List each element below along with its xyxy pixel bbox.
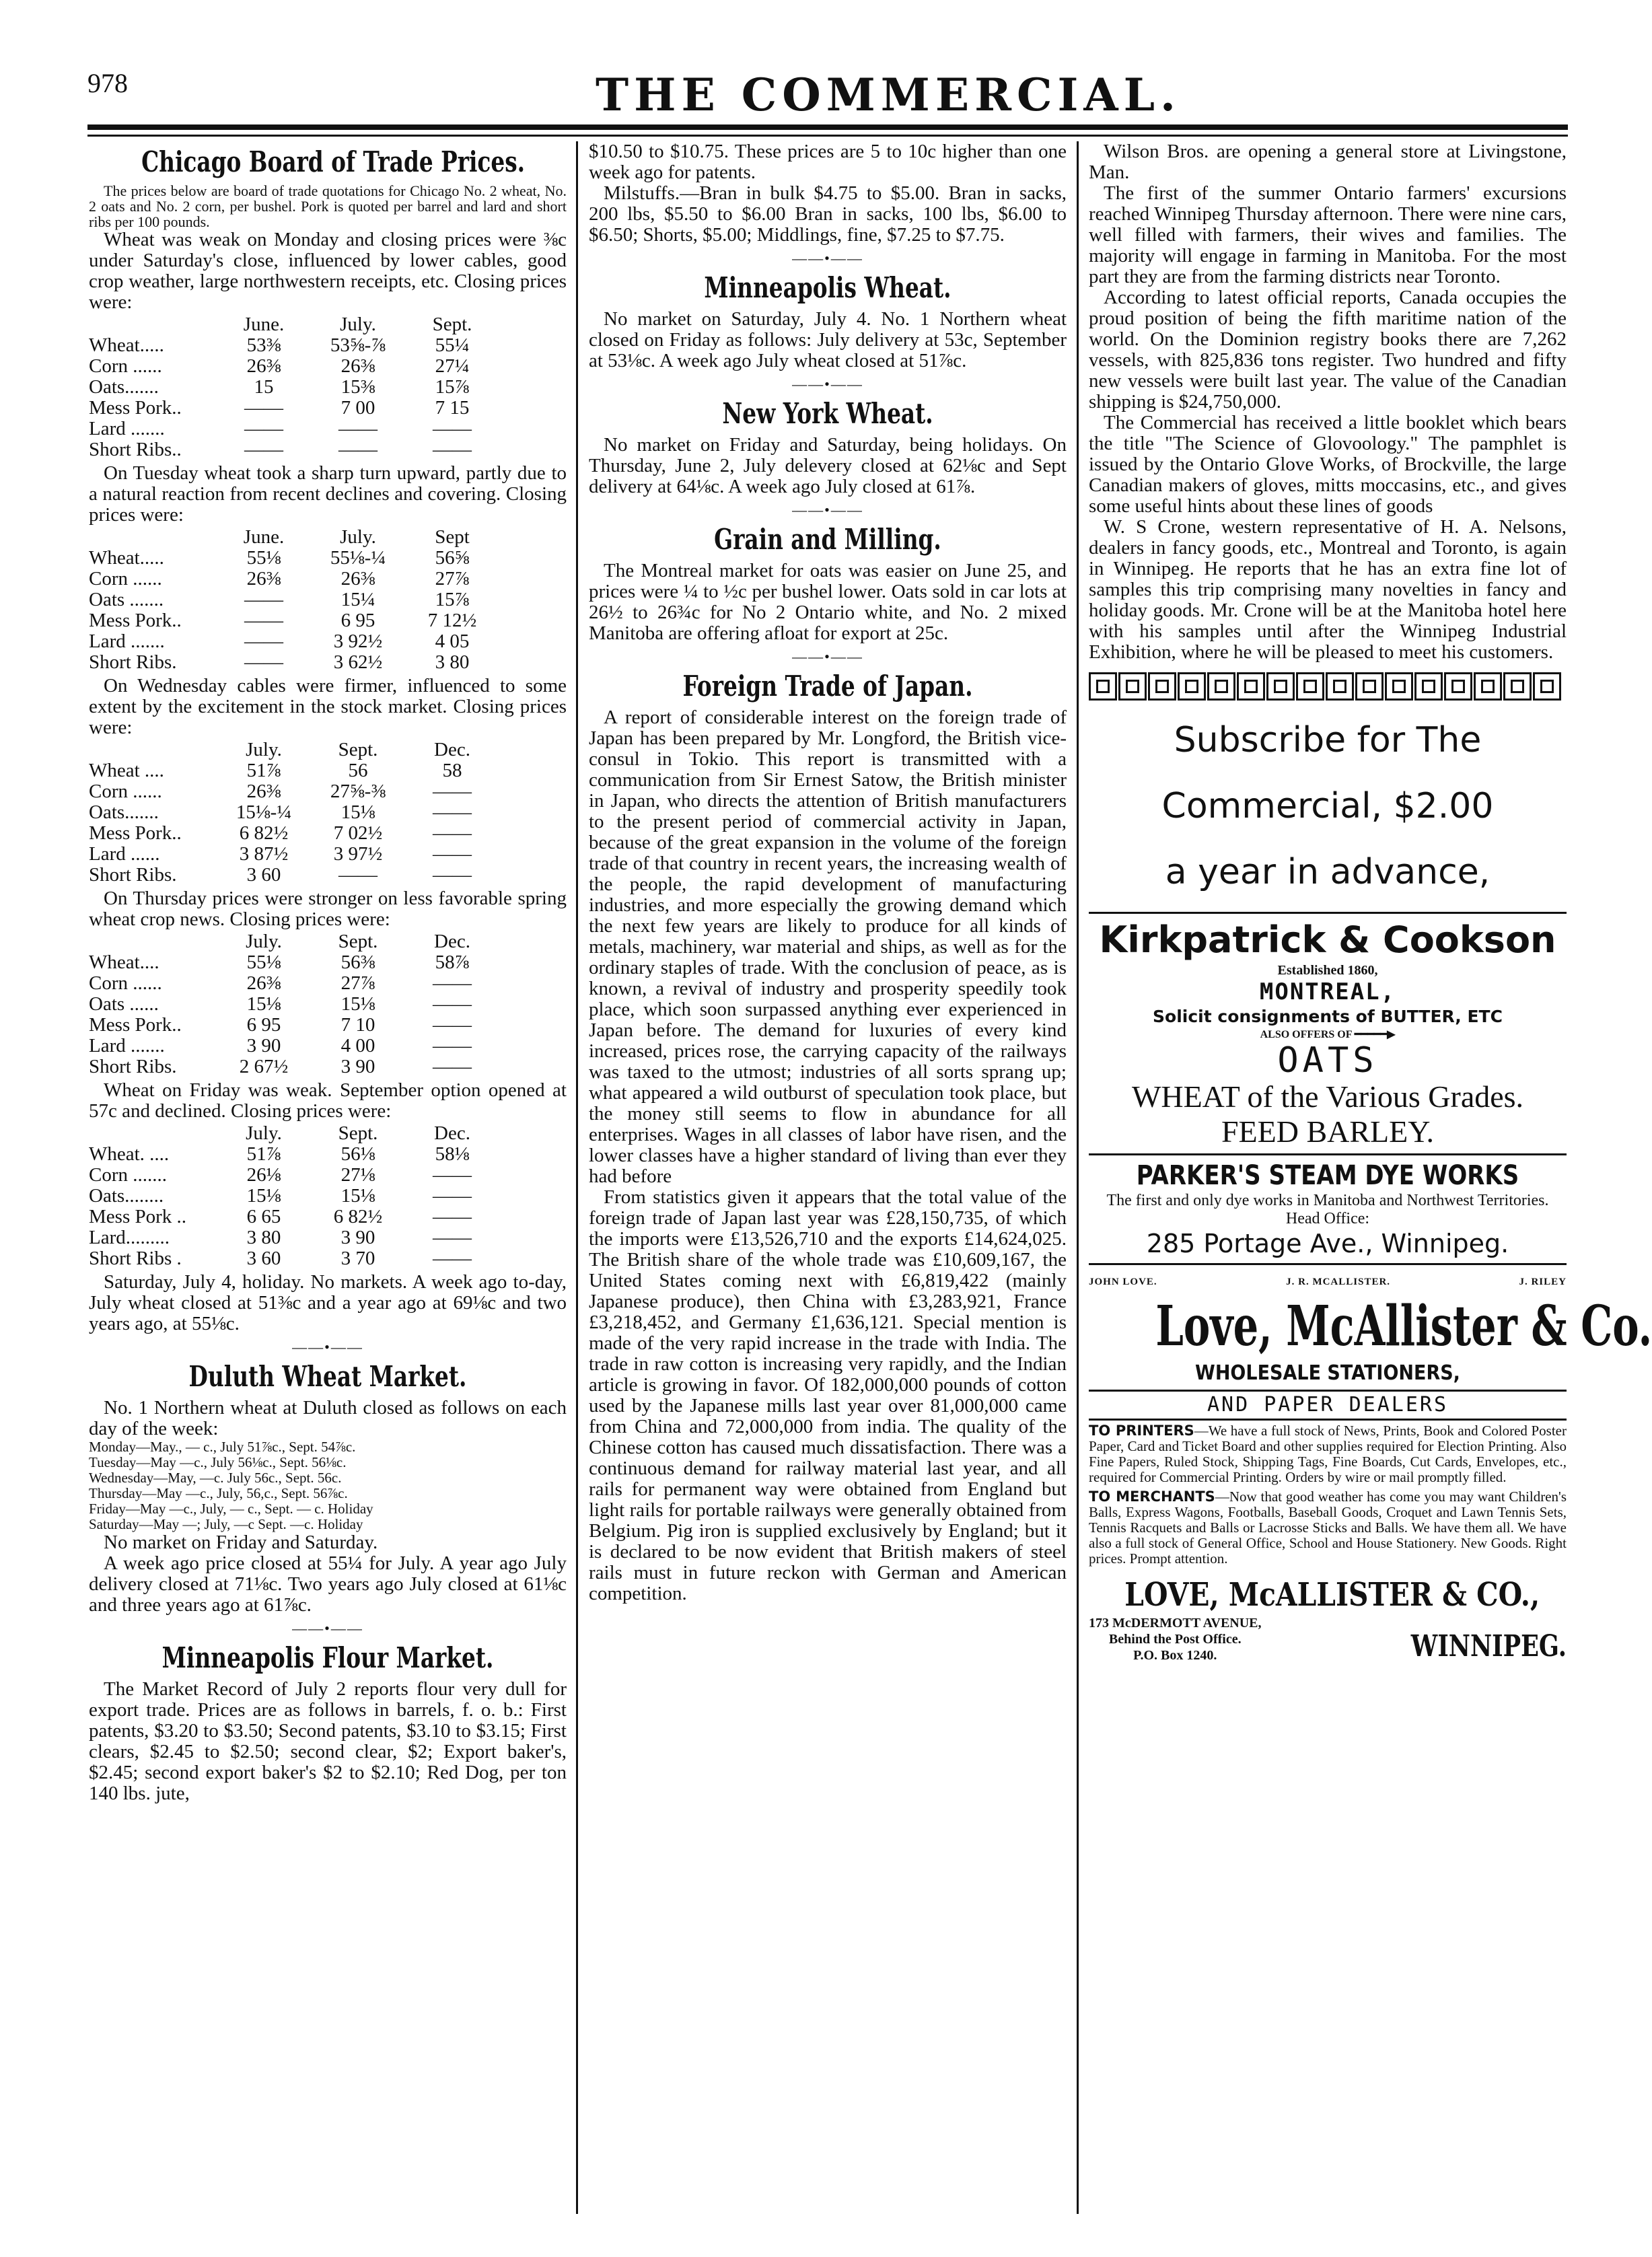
duluth-week-ago: A week ago price closed at 55¼ for July. A year ago July delivery closed at 71⅛c. Two years ago July closed at 61⅛c and three years ago at 61⅞c.: [89, 1552, 567, 1616]
price-cell: 15⅞: [435, 376, 470, 398]
table-header-row: [89, 931, 499, 952]
price-cell: ——: [338, 439, 378, 460]
table-row: [89, 823, 499, 844]
subscribe-ad: [1089, 707, 1567, 905]
table-row: [89, 781, 499, 802]
commodity-label: Mess Pork ..: [89, 1206, 187, 1227]
price-table-monday: [89, 314, 499, 460]
ornament-tile: [1178, 672, 1206, 701]
price-cell: 27⅞: [340, 972, 375, 994]
commodity-label: Lard .......: [89, 418, 165, 439]
price-cell: 6 82½: [239, 822, 289, 844]
price-cell: ——: [433, 1035, 472, 1056]
table-corner: [89, 527, 217, 548]
parker-address: 285 Portage Ave., Winnipeg.: [1146, 1229, 1509, 1258]
price-cell: 15⅛: [340, 993, 375, 1015]
partner-name: JOHN LOVE.: [1089, 1277, 1157, 1287]
duluth-day: Monday—May., — c., July 51⅞c., Sept. 54⅞c.: [89, 1439, 356, 1455]
price-cell: ——: [433, 1206, 472, 1227]
ornament-tile: [1444, 672, 1472, 701]
price-cell: 3 80: [246, 1227, 281, 1248]
column-header: Sept.: [338, 1122, 378, 1144]
table-row: [89, 439, 499, 460]
table-row: [89, 1227, 499, 1248]
japan-p2: From statistics given it appears that the total value of the foreign trade of Japan last year was £28,150,735, of which the imports were £13,526,710 and the exports £14,624,025. The British share of the whole trade was £10,609,167, the United States coming next with £6,819,422 (mainly Japanese produce), then China with £3,283,921, France £3,218,452, and Germany £1,636,121. Special mention is made of the very rapid increase in the trade with India. The trade in raw cotton is increasing very rapidly, and the Indian article is growing in favor. Of 182,000,000 pounds of cotton used by the Japanese mills last year over 81,000,000 came from China and 72,000,000 from india. The quality of the Chinese cotton has caused much dissatisfaction. There was a continuous demand for railway material last year, and all rails for permanent way were obtained from England but light rails for portable railways were generally obtained from Belgium. Pig iron is supplied exclusively by England; but it is declared to be now evident that British makers of steel rails must in future reckon with German and American competition.: [589, 1186, 1067, 1604]
table-row: [89, 844, 499, 865]
price-cell: ——: [433, 781, 472, 802]
price-cell: 15: [254, 376, 274, 398]
kirkpatrick-oats: OATS: [1277, 1040, 1378, 1081]
duluth-day: Tuesday—May —c., July 56⅛c., Sept. 56⅛c.: [89, 1454, 347, 1470]
table-row: [89, 419, 499, 439]
chicago-tuesday: On Tuesday wheat took a sharp turn upward, partly due to a natural reaction from recent declines and covering. Closing prices were:: [89, 462, 567, 526]
love-title: Love, McAllister & Co.: [1155, 1294, 1652, 1359]
table-row: [89, 1207, 499, 1227]
column-header: July.: [340, 526, 376, 548]
price-cell: 4 00: [340, 1035, 375, 1056]
commodity-label: Corn .......: [89, 1164, 167, 1186]
masthead-rule-thin: [87, 135, 1568, 137]
section-separator: ——•——: [292, 1338, 363, 1355]
masthead-rule-thick: [87, 124, 1568, 130]
table-row: [89, 569, 499, 589]
table-row: [89, 760, 499, 781]
table-row: [89, 398, 499, 419]
price-cell: ——: [433, 1185, 472, 1207]
column-header: Dec.: [434, 739, 470, 760]
price-cell: 55⅛: [246, 547, 281, 569]
japan-p1: A report of considerable interest on the foreign trade of Japan has been prepared by Mr. Longford, the British vice-consul in Tokio. This report is transmitted with a communication from Sir Ernest Satow, the British minister in Japan, who directs the attention of British manufacturers to the present period of commercial activity in Japan, because of the great expansion in the volume of the foreign trade of that country in recent years, the increasing wealth of the people, the rapid development of manufacturing industries, and more especially the growing demand which the next few years are likely to produce for all kinds of metals, machinery, war material and ships, as well as for the ordinary staples of trade. With the conclusion of peace, as is known, a revival of industry and prosperity speedily took place, which soon surpassed anything ever experienced in Japan before. The demand for luxuries of every kind increased, prices rose, the carrying capacity of the railways was taxed to the utmost; industries of all sorts sprang up; what appeared a wild outburst of speculation took place, but the money still seems to flow in abundance for all enterprises. Wages in all classes of labor have risen, and the lower classes have a higher standard of living than ever they had before: [589, 707, 1067, 1187]
column-divider: [576, 141, 578, 2214]
parker-sub: The first and only dye works in Manitoba and Northwest Territories. Head Office:: [1106, 1192, 1549, 1227]
merchants-label: TO MERCHANTS: [1089, 1489, 1215, 1505]
commodity-label: Corn ......: [89, 355, 162, 377]
commodity-label: Oats ......: [89, 993, 159, 1015]
price-cell: 7 00: [340, 397, 375, 419]
table-header-row: [89, 314, 499, 335]
price-cell: 7 02½: [333, 822, 383, 844]
ornament-tile: [1533, 672, 1561, 701]
commodity-label: Mess Pork..: [89, 822, 182, 844]
column-header: Sept.: [338, 931, 378, 952]
ad-rule: [1089, 1263, 1567, 1265]
commodity-label: Short Ribs.: [89, 651, 177, 673]
price-cell: 15⅛-¼: [236, 801, 292, 823]
love-addr1: 173 McDERMOTT AVENUE,: [1089, 1616, 1262, 1631]
ornament-tile: [1089, 672, 1117, 701]
price-cell: 51⅞: [246, 1143, 281, 1165]
commodity-label: Oats.......: [89, 376, 159, 398]
price-table-thursday: [89, 931, 499, 1077]
printers-text: —We have a full stock of News, Prints, Book and Colored Poster Paper, Card and Ticket Board and other supplies required for Election Printing. Also Fine Papers, Ruled Stock, Shipping Tags, Fine Boards, Cut Cards, Envelopes, etc., required for Commercial Printing. Orders by wire or mail promptly filled.: [1089, 1423, 1567, 1485]
table-header-row: [89, 1123, 499, 1144]
kirkpatrick-solicit: Solicit consignments of BUTTER, ETC: [1153, 1007, 1503, 1026]
table-row: [89, 589, 499, 610]
table-row: [89, 356, 499, 377]
price-cell: 26⅜: [246, 355, 281, 377]
commodity-label: Mess Pork..: [89, 1014, 182, 1036]
price-cell: 27⅞: [435, 568, 470, 589]
column-header: Sept.: [338, 739, 378, 760]
price-cell: 26⅜: [246, 781, 281, 802]
chicago-saturday: Saturday, July 4, holiday. No markets. A week ago to-day, July wheat closed at 51⅜c and a year ago at 69⅛c and two years ago, at 55⅛c.: [89, 1271, 567, 1334]
ornament-tile: [1296, 672, 1324, 701]
table-corner: [89, 314, 217, 335]
table-row: [89, 952, 499, 973]
duluth-days: [89, 1439, 567, 1532]
kirkpatrick-city: MONTREAL,: [1259, 978, 1396, 1005]
column-header: Sept.: [432, 314, 472, 335]
price-cell: ——: [338, 418, 378, 439]
price-cell: 3 90: [340, 1056, 375, 1077]
commodity-label: Oats .......: [89, 589, 164, 610]
price-cell: 56⅛: [340, 1143, 375, 1165]
table-row: [89, 1186, 499, 1207]
subscribe-line: a year in advance,: [1165, 852, 1491, 892]
flour-millstuffs: Milstuffs.—Bran in bulk $4.75 to $5.00. Bran in sacks, 200 lbs, $5.50 to $6.00 Bran in sacks, 100 lbs, $6.00 to $6.50; Shorts, $5.00; Middlings, fine, $7.25 to $7.75.: [589, 182, 1067, 246]
chicago-friday: Wheat on Friday was weak. September option opened at 57c and declined. Closing prices were:: [89, 1079, 567, 1122]
table-row: [89, 1144, 499, 1165]
price-cell: 6 95: [246, 1014, 281, 1036]
price-cell: ——: [433, 418, 472, 439]
price-cell: 15⅛: [340, 1185, 375, 1207]
price-cell: 3 90: [340, 1227, 375, 1248]
price-cell: 3 60: [246, 1248, 281, 1269]
price-cell: 56: [348, 760, 368, 781]
mpls-wheat-heading: Minneapolis Wheat.: [704, 271, 951, 304]
table-row: [89, 548, 499, 569]
column-header: June.: [243, 526, 285, 548]
commodity-label: Mess Pork..: [89, 397, 182, 419]
price-table-wednesday: [89, 740, 499, 886]
price-cell: 55¼: [435, 334, 470, 356]
ornament-tile: [1207, 672, 1235, 701]
kirkpatrick-ad: [1089, 918, 1567, 1149]
price-cell: 55⅛-¼: [330, 547, 386, 569]
ny-wheat-text: No market on Friday and Saturday, being holidays. On Thursday, June 2, July delevery closed at 62⅛c and Sept delivery at 64⅛c. A week ago July closed at 61⅞.: [589, 434, 1067, 497]
ornament-tile: [1503, 672, 1532, 701]
price-cell: 7 10: [340, 1014, 375, 1036]
section-separator: ——•——: [292, 1620, 363, 1637]
price-cell: ——: [244, 651, 283, 673]
price-cell: ——: [433, 801, 472, 823]
column-2: [589, 141, 1067, 2227]
ornament-tile: [1385, 672, 1413, 701]
column-header: July.: [246, 1122, 282, 1144]
ornament-border: [1089, 672, 1567, 701]
table-corner: [89, 1123, 217, 1144]
price-cell: ——: [433, 439, 472, 460]
ornament-tile: [1355, 672, 1384, 701]
price-cell: 26⅛: [246, 1164, 281, 1186]
ad-rule: [1089, 912, 1567, 914]
column-3: [1089, 141, 1652, 2227]
duluth-intro: No. 1 Northern wheat at Duluth closed as follows on each day of the week:: [89, 1397, 567, 1439]
love-dealers: AND PAPER DEALERS: [1089, 1390, 1567, 1421]
price-cell: 26⅜: [246, 972, 281, 994]
table-row: [89, 335, 499, 356]
price-cell: 58⅛: [435, 1143, 470, 1165]
kirkpatrick-also-label: ALSO OFFERS OF: [1260, 1029, 1352, 1040]
price-cell: ——: [338, 864, 378, 886]
kirkpatrick-barley: FEED BARLEY.: [1221, 1114, 1435, 1149]
price-cell: ——: [244, 589, 283, 610]
price-cell: 3 80: [435, 651, 470, 673]
price-cell: 26⅜: [246, 568, 281, 589]
price-cell: ——: [433, 1227, 472, 1248]
price-cell: 53⅝-⅞: [330, 334, 386, 356]
price-cell: 4 05: [435, 631, 470, 652]
grain-text: The Montreal market for oats was easier on June 25, and prices were ¼ to ½c per bushel lower. Oats sold in car lots at 26½ to 26¾c for No 2 Ontario white, and No. 2 mixed Manitoba are offering afloat for export at 25c.: [589, 560, 1067, 644]
commodity-label: Corn ......: [89, 568, 162, 589]
price-cell: ——: [244, 418, 283, 439]
masthead: THE COMMERCIAL.: [595, 69, 1182, 121]
duluth-day: Thursday—May —c., July, 56,c., Sept. 56⅞c.: [89, 1485, 348, 1501]
column-header: Dec.: [434, 931, 470, 952]
ny-wheat-heading: New York Wheat.: [722, 397, 933, 430]
ornament-tile: [1266, 672, 1295, 701]
column-header: Dec.: [434, 1122, 470, 1144]
table-row: [89, 865, 499, 886]
price-cell: ——: [433, 843, 472, 865]
kirkpatrick-est: Established 1860,: [1277, 963, 1378, 978]
ornament-tile: [1118, 672, 1147, 701]
commodity-label: Oats.......: [89, 801, 159, 823]
price-cell: 3 90: [246, 1035, 281, 1056]
commodity-label: Lard .......: [89, 1035, 165, 1056]
note-booklet: The Commercial has received a little booklet which bears the title "The Science of Glovoology." The pamphlet is issued by the Ontario Glove Works, of Brockville, the large Canadian makers of gloves, mitts moccasins, etc., and gives some useful hints about these lines of goods: [1089, 412, 1567, 517]
table-row: [89, 377, 499, 398]
merchants-text: —Now that good weather has come you may want Children's Balls, Express Wagons, Footballs, Baseball Goods, Croquet and Lawn Tennis Sets, Tennis Racquets and Balls or Lacrosse Sticks and Balls. We have them all. We have also a full stock of General Office, School and House Stationery. New Goods. Right prices. Prompt attention.: [1089, 1489, 1567, 1567]
flour-text: The Market Record of July 2 reports flour very dull for export trade. Prices are as follows in barrels, f. o. b.: First patents, $3.20 to $3.50; Second patents, $3.10 to $3.15; First clears, $2.45 to $2.50; second clear, $2; Export baker's, $2.45; second export baker's $2 to $2.10; Red Dog, per ton 140 lbs. jute,: [89, 1678, 567, 1804]
printers-label: TO PRINTERS: [1089, 1423, 1194, 1439]
table-row: [89, 1015, 499, 1036]
table-row: [89, 973, 499, 994]
ornament-tile: [1237, 672, 1265, 701]
price-cell: 15⅛: [246, 1185, 281, 1207]
commodity-label: Lard ......: [89, 843, 160, 865]
price-cell: 6 65: [246, 1206, 281, 1227]
price-cell: 2 67½: [239, 1056, 289, 1077]
subscribe-line: Subscribe for The: [1174, 720, 1482, 760]
commodity-label: Corn ......: [89, 972, 162, 994]
flour-heading: Minneapolis Flour Market.: [161, 1641, 494, 1674]
price-cell: 26⅜: [340, 568, 375, 589]
chicago-heading: Chicago Board of Trade Prices.: [141, 145, 526, 178]
page-number: 978: [87, 68, 128, 98]
love-box: P.O. Box 1240.: [1133, 1648, 1217, 1663]
note-excursions: The first of the summer Ontario farmers' excursions reached Winnipeg Thursday afternoon. There were nine cars, well filled with farmers, their wives and families. The majority will engage in farming in Manitoba. For the most part they are from the farming districts near Toronto.: [1089, 182, 1567, 287]
grain-heading: Grain and Milling.: [714, 523, 941, 556]
column-header: July.: [246, 931, 282, 952]
price-cell: ——: [244, 610, 283, 631]
price-cell: 15¼: [340, 589, 375, 610]
price-cell: 58⅞: [435, 952, 470, 973]
commodity-label: Wheat. ....: [89, 1143, 170, 1165]
mpls-wheat-text: No market on Saturday, July 4. No. 1 Northern wheat closed on Friday as follows: July delivery at 53c, September at 53⅛c. A week ago July wheat closed at 51⅞c.: [589, 308, 1067, 371]
partner-name: J. R. MCALLISTER.: [1286, 1277, 1391, 1287]
column-1: [89, 141, 567, 2227]
price-cell: ——: [433, 1164, 472, 1186]
price-cell: 3 87½: [239, 843, 289, 865]
table-row: [89, 1036, 499, 1056]
price-cell: ——: [433, 1014, 472, 1036]
commodity-label: Wheat....: [89, 952, 159, 973]
love-sub: WHOLESALE STATIONERS,: [1195, 1361, 1460, 1385]
pointing-hand-icon: ━━━━━▶: [1354, 1029, 1396, 1040]
kirkpatrick-name: Kirkpatrick & Cookson: [1099, 919, 1556, 961]
table-corner: [89, 931, 217, 952]
note-crone: W. S Crone, western representative of H. A. Nelsons, dealers in fancy goods, etc., Montreal and Toronto, is again in Winnipeg. He reports that he has an extra fine lot of samples this trip comprising many novelties in fancy and holiday goods. Mr. Crone will be at the Manitoba hotel here with his samples until after the Winnipeg Industrial Exhibition, where he will be pleased to meet his customers.: [1089, 516, 1567, 663]
love-printers: [1089, 1423, 1567, 1485]
ornament-tile: [1474, 672, 1502, 701]
ornament-tile: [1326, 672, 1354, 701]
price-cell: 3 62½: [333, 651, 383, 673]
price-cell: ——: [244, 397, 283, 419]
table-row: [89, 610, 499, 631]
duluth-day: Saturday—May —; July, —c Sept. —c. Holiday: [89, 1516, 363, 1532]
commodity-label: Mess Pork..: [89, 610, 182, 631]
section-separator: ——•——: [792, 250, 863, 266]
column-header: June.: [243, 314, 285, 335]
partner-name: J. RILEY: [1519, 1277, 1567, 1287]
price-cell: 6 95: [340, 610, 375, 631]
price-table-friday: [89, 1123, 499, 1269]
section-separator: ——•——: [792, 648, 863, 665]
love-ad: [1089, 1272, 1652, 1663]
ad-rule: [1089, 1153, 1567, 1155]
price-cell: 58: [442, 760, 462, 781]
love-merchants: [1089, 1489, 1567, 1567]
subscribe-line: Commercial, $2.00: [1161, 786, 1494, 826]
kirkpatrick-also: [1089, 1028, 1567, 1042]
commodity-label: Short Ribs .: [89, 1248, 182, 1269]
ornament-tile: [1414, 672, 1443, 701]
commodity-label: Wheat.....: [89, 334, 164, 356]
price-cell: 3 97½: [333, 843, 383, 865]
price-cell: 27⅝-⅜: [330, 781, 386, 802]
price-cell: 3 92½: [333, 631, 383, 652]
table-corner: [89, 740, 217, 760]
commodity-label: Wheat ....: [89, 760, 164, 781]
love-footer-name: LOVE, McALLISTER & CO.,: [1124, 1576, 1540, 1614]
commodity-label: Wheat.....: [89, 547, 164, 569]
chicago-wednesday: On Wednesday cables were firmer, influenced to some extent by the excitement in the stock market. Closing prices were:: [89, 675, 567, 738]
parker-name: PARKER'S STEAM DYE WORKS: [1136, 1160, 1519, 1191]
price-cell: 15⅛: [340, 801, 375, 823]
commodity-label: Short Ribs.: [89, 1056, 177, 1077]
love-city: WINNIPEG.: [1410, 1629, 1567, 1663]
duluth-heading: Duluth Wheat Market.: [188, 1360, 467, 1393]
price-cell: ——: [433, 864, 472, 886]
table-row: [89, 1248, 499, 1269]
table-row: [89, 631, 499, 652]
price-cell: 15⅜: [340, 376, 375, 398]
commodity-label: Lard .......: [89, 631, 165, 652]
price-cell: 51⅞: [246, 760, 281, 781]
commodity-label: Short Ribs..: [89, 439, 182, 460]
commodity-label: Oats........: [89, 1185, 164, 1207]
price-cell: 3 60: [246, 864, 281, 886]
price-cell: ——: [433, 1056, 472, 1077]
duluth-day: Wednesday—May, —c. July 56c., Sept. 56c.: [89, 1470, 342, 1486]
table-row: [89, 1056, 499, 1077]
commodity-label: Corn ......: [89, 781, 162, 802]
price-cell: 55⅛: [246, 952, 281, 973]
price-cell: ——: [244, 439, 283, 460]
table-header-row: [89, 740, 499, 760]
price-cell: ——: [244, 631, 283, 652]
parker-ad: [1089, 1159, 1567, 1259]
chicago-monday: Wheat was weak on Monday and closing prices were ⅜c under Saturday's close, influenced by lower cables, good crop weather, large northwestern receipts, etc. Closing prices were:: [89, 229, 567, 313]
ornament-tile: [1148, 672, 1176, 701]
column-header: July.: [340, 314, 376, 335]
commodity-label: Short Ribs.: [89, 864, 177, 886]
table-row: [89, 652, 499, 673]
price-cell: 56⅜: [340, 952, 375, 973]
love-address-lines: [1089, 1615, 1262, 1663]
price-cell: 27⅛: [340, 1164, 375, 1186]
price-cell: 53⅜: [246, 334, 281, 356]
chicago-thursday: On Thursday prices were stronger on less favorable spring wheat crop news. Closing prices were:: [89, 888, 567, 930]
section-separator: ——•——: [792, 375, 863, 392]
commodity-label: Lard.........: [89, 1227, 170, 1248]
love-addr2: Behind the Post Office.: [1108, 1632, 1242, 1647]
note-canada: According to latest official reports, Canada occupies the proud position of being the fifth maritime nation of the world. On the Dominion registry books there are 7,262 vessels, with 825,836 tons register. Two hundred and fifty new vessels were built last year. The value of the Canadian shipping is $24,750,000.: [1089, 287, 1567, 413]
section-separator: ——•——: [792, 501, 863, 518]
table-row: [89, 994, 499, 1015]
price-cell: ——: [433, 1248, 472, 1269]
kirkpatrick-wheat: WHEAT of the Various Grades.: [1131, 1079, 1524, 1114]
duluth-day: Friday—May —c., July, — c., Sept. — c. Holiday: [89, 1501, 373, 1517]
table-row: [89, 802, 499, 823]
duluth-no-market: No market on Friday and Saturday.: [104, 1532, 378, 1553]
note-wilson: Wilson Bros. are opening a general store at Livingstone, Man.: [1089, 141, 1567, 183]
price-cell: 15⅞: [435, 589, 470, 610]
love-partners: [1089, 1272, 1567, 1293]
price-table-tuesday: [89, 527, 499, 673]
column-header: July.: [246, 739, 282, 760]
price-cell: 7 12½: [427, 610, 477, 631]
price-cell: 15⅛: [246, 993, 281, 1015]
japan-heading: Foreign Trade of Japan.: [682, 670, 973, 703]
love-address: [1089, 1615, 1567, 1663]
price-cell: ——: [433, 822, 472, 844]
price-cell: 26⅜: [340, 355, 375, 377]
price-cell: 6 82½: [333, 1206, 383, 1227]
column-divider: [1077, 141, 1079, 2214]
chicago-note: The prices below are board of trade quotations for Chicago No. 2 wheat, No. 2 oats and No. 2 corn, per bushel. Pork is quoted per barrel and lard and short ribs per 100 pounds.: [89, 182, 567, 230]
table-header-row: [89, 527, 499, 548]
price-cell: 7 15: [435, 397, 470, 419]
price-cell: 56⅝: [435, 547, 470, 569]
price-cell: 27¼: [435, 355, 470, 377]
price-cell: 3 70: [340, 1248, 375, 1269]
price-cell: ——: [433, 993, 472, 1015]
column-header: Sept: [435, 526, 470, 548]
price-cell: ——: [433, 972, 472, 994]
table-row: [89, 1165, 499, 1186]
flour-continued: $10.50 to $10.75. These prices are 5 to 10c higher than one week ago for patents.: [589, 141, 1067, 183]
